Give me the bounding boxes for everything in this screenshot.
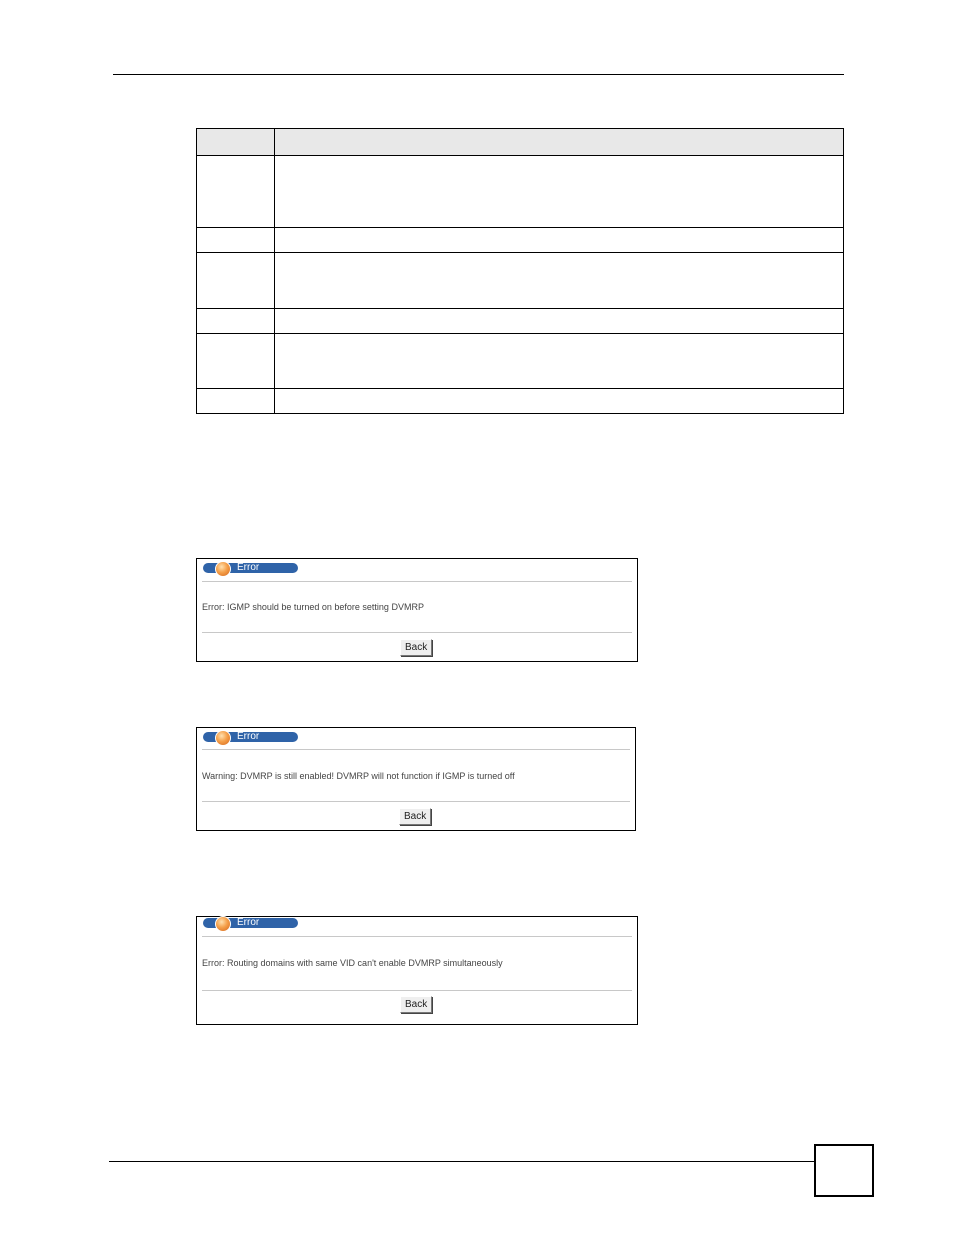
dialog-title-bar	[203, 918, 298, 928]
dialog-message: Warning: DVMRP is still enabled! DVMRP will not function if IGMP is turned off	[202, 771, 515, 781]
table-cell	[275, 156, 844, 228]
table-row	[197, 389, 844, 414]
table-cell	[275, 309, 844, 334]
error-dialog-same-vid	[196, 916, 638, 1025]
dialog-title: Error	[237, 562, 260, 573]
dialog-message: Error: Routing domains with same VID can't enable DVMRP simultaneously	[202, 958, 503, 968]
dialog-divider	[202, 990, 632, 991]
table-header-row	[197, 129, 844, 156]
table-row	[197, 253, 844, 309]
table-header-cell	[275, 129, 844, 156]
dialog-title-bar	[203, 732, 298, 742]
table-cell	[275, 228, 844, 253]
error-orb-icon	[215, 730, 231, 746]
warning-dialog-dvmrp-enabled	[196, 727, 636, 831]
dialog-divider	[202, 581, 632, 582]
table-row	[197, 228, 844, 253]
dialog-message: Error: IGMP should be turned on before setting DVMRP	[202, 602, 424, 612]
table-cell	[197, 156, 275, 228]
footer-rule	[109, 1161, 815, 1162]
table-cell	[197, 389, 275, 414]
table-row	[197, 309, 844, 334]
table-cell	[275, 389, 844, 414]
table-cell	[197, 334, 275, 389]
dialog-divider	[202, 749, 630, 750]
back-button[interactable]: Back	[400, 996, 432, 1013]
back-button[interactable]: Back	[400, 639, 432, 656]
back-button[interactable]: Back	[399, 808, 431, 825]
dialog-divider	[202, 936, 632, 937]
page-number-box	[814, 1144, 874, 1197]
dialog-title: Error	[237, 731, 260, 742]
table-cell	[197, 228, 275, 253]
header-rule	[113, 74, 844, 75]
table-cell	[197, 253, 275, 309]
error-dialog-igmp-required	[196, 558, 638, 662]
table-row	[197, 156, 844, 228]
table-cell	[197, 309, 275, 334]
error-orb-icon	[215, 561, 231, 577]
dialog-divider	[202, 801, 630, 802]
table-cell	[275, 253, 844, 309]
error-orb-icon	[215, 916, 231, 932]
dialog-title: Error	[237, 917, 260, 928]
parameter-table	[196, 128, 844, 414]
table-header-cell	[197, 129, 275, 156]
dialog-title-bar	[203, 563, 298, 573]
dialog-divider	[202, 632, 632, 633]
table-row	[197, 334, 844, 389]
table-cell	[275, 334, 844, 389]
